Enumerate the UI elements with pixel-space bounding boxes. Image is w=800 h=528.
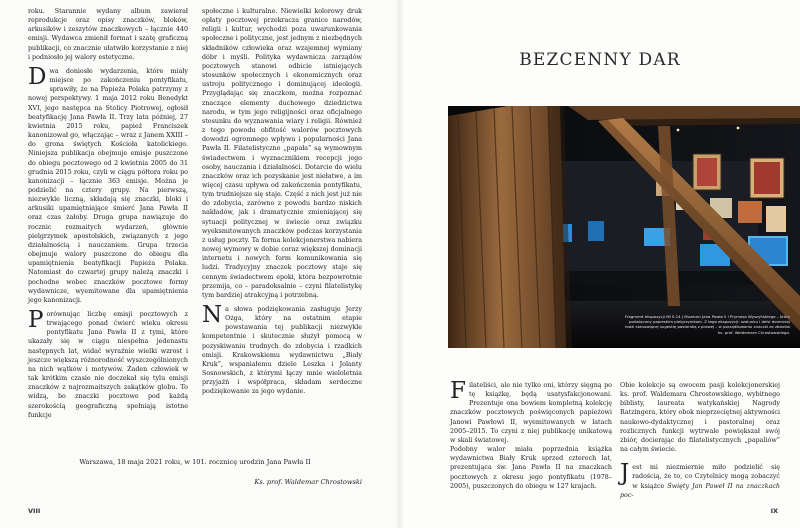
drop-cap: F [450,378,466,404]
paragraph-text: a słowa podziękowania zasługuje Jerzy Ożga, który na ostatnim etapie powstawania tej publikacji niezwykle kompetentnie i skutecznie służył pomocą w pozyskiwaniu trudnych do zdobycia i rzadkich emisji. Krakowskiemu wydawnictwu „Biały Kruk”, wspaniałemu dziele Leszka i Jolanty Sosnowskich, z którymi łączy mnie wieloletnia przyjaźń i współpraca, składam serdeczne podziękowanie za jego wydanie. [202,306,362,396]
paragraph-text: wa doniosłe wydarzenia, które miały miejsce po zakończeniu pontyfikatu, sprawiły, że na Papieża Polaka patrzymy z nowej perspektywy. 1 maja 2012 roku Benedykt XVI, jego następca na Stolicy Piotrowej, ogłosił beatyfikację Jana Pawła II. Trzy lata później, 27 kwietnia 2015 roku, papież Franciszek kanonizował go, włączając – wraz z Janem XXIII – do grona świętych Kościoła katolickiego. Niniejsza publikacja obejmuje emisje puszczone do obiegu pocztowego od 2 kwietnia 2005 do 31 grudnia 2015 roku, czyli w ciągu półtora roku po kanonizacji – łącznie 363 emisje. Można je podzielić na cztery grupy. Na pierwszą, niezwykle liczną, składają się znaczki, bloki i arkusiki upamiętniające śmierć Jana Pawła II oraz czas żałoby. Druga grupa nawiązuje do rocznic rozmaitych wydarzeń, głównie pielgrzymek apostolskich, związanych z jego działalnością i nauczaniem. Grupa trzecia obejmuje walory puszczone do obiegu dla upamiętnienia beatyfikacji Papieża Polaka. Natomiast do czwartej grupy należą znaczki i pochodne wobec znaczków pocztowe formy wydawnicze, wyemitowane dla upamiętnienia jego kanonizacji. [28,67,188,304]
ceiling-beam [568,106,800,120]
display-plinth [548,271,758,285]
paragraph: Podobny walor miała poprzednia książka wydawnictwa Biały Kruk sprzed czterech lat, prezentująca św. Jana Pawła II na znaczkach pocztowych z okresu jego pontyfikatu (1978–2005), puszczonych do obiegu w 127 krajach. [450,446,612,490]
book-title: Święty Jan Paweł II na znaczkach poc- [620,482,780,499]
right-column-2 [620,381,780,500]
paragraph: Obie kolekcje są owocem pasji kolekcjonerskiej ks. prof. Waldemara Chrostowskiego, wybitnego biblisty, laureata watykańskiej Nagrody Ratzingera, który obok nieprzeciętnej aktywności naukowo-dydaktycznej i pastoralnej oraz rozlicznych funkcji wytrwale powiększał swój zbiór, docierając do filatelistycznych „papaliów” na całym świecie. [620,382,780,454]
museum-exhibition-photo [448,106,800,348]
drop-cap: N [202,302,223,328]
frame-art [754,162,780,194]
screen [588,221,604,241]
wooden-boat-hull [448,106,566,348]
paragraph [620,460,780,500]
photo-caption: Fragment ekspozycji MI S.14 | Muzeum Jana Pawła II i Prymasa Wyszyńskiego – który poświęcony papieskim pielgrzymkom. Z tego ekspozycji: szalunku i delsi dorenniej łodzi stanowiącej sugestię pasterską z prawej – w porządkowaniu znaczki ze zbiorów ks. prof. Waldemara Chrostowskiego. [624,314,790,335]
frame [738,201,762,223]
paragraph-text: est mi niezmiernie miło podzielić się radością, że to, co Czytelnicy mogą zobaczyć w książce [632,464,780,490]
paragraph-text: orównując liczbę emisji pocztowych z trwającego ponad ćwierć wieku okresu pontyfikatu Jana Pawła II z tymi, które ukazały się w ciągu niespełna jedenastu następnych lat, widać wyraźnie wielki wzrost i jeszcze większą różnorodność wyszczególnionych na nich wątków i motywów. Żaden człowiek w tak krótkim czasie nie doczekał się tylu emisji znaczków z najrozmaitszych zakątków globu. To widzą, bo znaczki pocztowe pod każdą szerokością geograficzną spełniają istotne funkcje [28,311,188,419]
drop-cap: P [28,307,44,333]
left-column-2 [202,7,362,402]
exhibition-illustration [448,106,800,348]
signature-block [28,457,362,487]
page-heading: BEZCENNY DAR [519,50,681,70]
paragraph: społeczne i kulturalne. Niewielki kolorowy druk opłaty pocztowej przekracza granice narodów, religii i kultur, wychodzi poza uwarunkowania społeczne i polityczne, jest jednym z niezbędnych składników człowieka oraz wzajemnej wymiany dóbr i myśli. Polityka wydawnicza zarządów pocztowych stanowi odbicie istniejących stosunków społecznych i ekonomicznych oraz ustroju politycznego i dominującej ideologii. Przyglądając się znaczkom, można rozpoznać znaczące elementy duchowego dziedzictwa narodu, w tym jego religijności oraz oficjalnego stosunku do wyznawania wiary i religii. Również z tego powodu obfitość walorów pocztowych dowodzi ogromnego wpływu i popularności Jana Pawła II. Filatelistyczne „papała” są wymownym świadectwem i wyznacznikiem recepcji jego osoby, nauczania i działalności. Dotarcie do wielu znaczków oraz ich pozyskanie jest niełatwe, a im więcej czasu upływa od zakończenia pontyfikatu, tym trudniejsze się staje. Część z nich jest już nie do zdobycia, zarówno z powodu bardzo niskich nakładów, jak i dramatycznie zmieniającej się sytuacji politycznej w świecie oraz związku wyeksmitowanych znaczków podczas korzystania z usług poczty. Ta forma kolekcjonerstwa nabiera nowej wymowy w dobie coraz większej dominacji internetu i nowych form komunikowania się ludzi. Tradycyjny znaczek pocztowy staje się cennym świadectwem epoki, która bezpowrotnie przemija, co – paradoksalnie – czyni filatelistykę tym bardziej atrakcyjną i potrzebną. [202,8,362,299]
frame-art [697,158,717,186]
drop-cap: D [28,63,47,90]
left-column-1 [28,7,188,425]
frame [766,206,786,232]
paragraph [202,302,362,397]
book-gutter [396,0,404,528]
page-number-left: VIII [28,507,41,515]
right-column-1 [450,378,612,491]
paragraph [28,63,188,305]
paragraph [450,378,612,445]
drop-cap: J [620,460,630,487]
paragraph-text: ilateliści, ale nie tylko oni, którzy sięgną po tę książkę, będą usatysfakcjonowani. Prezentuje ona bowiem kompletną kolekcję znaczków pocztowych poświęconych papieżowi Janowi Pawłowi II, wyemitowanych w latach 2005–2015. To czyni z niej publikację unikatową w skali światowej. [450,382,612,444]
signature-author: Ks. prof. Waldemar Chrostowski [254,478,362,486]
page-number-right: IX [770,507,778,515]
paragraph: roku. Starannie wydany album zawierał reprodukcje oraz opisy znaczków, bloków, arkusików i zeszytów znaczkowych – łącznie 440 emisji. Wydawca zmienił format i szatę graficzną publikacji, co znacznie ułatwiło korzystanie z niej i podniosło jej walory estetyczne. [28,8,188,61]
signature-date: Warszawa, 18 maja 2021 roku, w 101. rocznicę urodzin Jana Pawła II [79,458,311,466]
paragraph [28,307,188,420]
